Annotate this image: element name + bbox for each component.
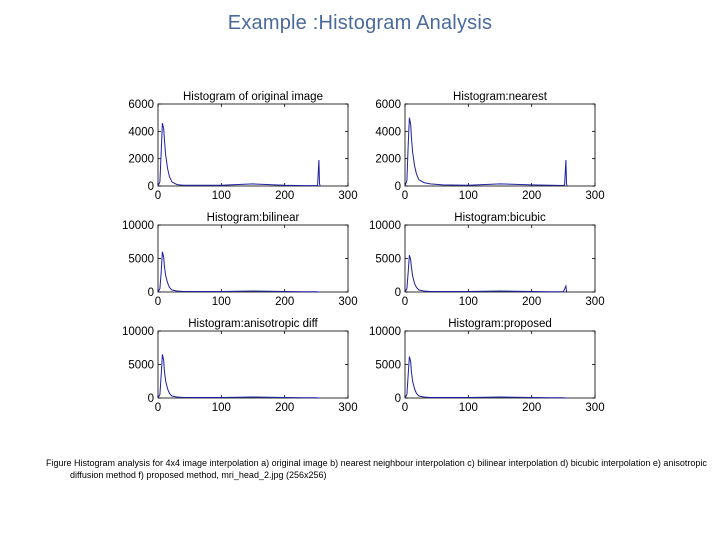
y-tick-label: 0: [394, 181, 401, 193]
plot-title: Histogram:nearest: [453, 91, 547, 103]
plot-frame: [405, 225, 595, 292]
y-tick-label: 4000: [128, 126, 154, 139]
x-tick-label: 100: [458, 296, 478, 308]
y-tick-label: 10000: [122, 220, 154, 232]
y-tick-label: 0: [147, 181, 154, 193]
y-tick-label: 5000: [375, 359, 401, 372]
y-tick-label: 10000: [122, 326, 154, 338]
x-tick-label: 200: [275, 296, 295, 308]
x-tick-label: 300: [338, 402, 358, 414]
x-tick-label: 0: [154, 190, 162, 202]
x-tick-label: 0: [154, 402, 162, 414]
y-tick-label: 5000: [128, 253, 154, 266]
x-tick-label: 0: [401, 296, 409, 308]
y-tick-label: 10000: [369, 326, 401, 338]
plot-title: Histogram of original image: [183, 91, 323, 103]
x-tick-label: 0: [401, 190, 409, 202]
x-tick-label: 200: [275, 190, 295, 202]
x-tick-label: 0: [401, 402, 409, 414]
x-tick-label: 100: [211, 296, 231, 308]
histogram-line: [158, 354, 320, 398]
figure-caption: Figure Histogram analysis for 4x4 image interpolation a) original image b) nearest neighbour interpolation c) bilinear interpolation d) bicubic interpolation e) anisotropic diffusion method f) proposed method, mri_head_2.jpg (256x256): [46, 458, 707, 480]
x-tick-label: 100: [458, 190, 478, 202]
y-tick-label: 2000: [375, 153, 401, 166]
y-tick-label: 10000: [369, 220, 401, 232]
histogram-line: [405, 357, 567, 399]
y-tick-label: 5000: [128, 359, 154, 372]
histogram-line: [158, 123, 320, 186]
x-tick-label: 300: [338, 296, 358, 308]
plot-title: Histogram:anisotropic diff: [188, 318, 318, 330]
y-tick-label: 5000: [375, 253, 401, 266]
plot-frame: [158, 225, 348, 292]
slide-title: Example :Histogram Analysis: [227, 12, 493, 34]
x-tick-label: 300: [585, 296, 605, 308]
histogram-line: [158, 252, 320, 292]
plot-frame: [158, 331, 348, 398]
histogram-line: [405, 255, 567, 292]
y-tick-label: 0: [147, 287, 154, 299]
x-tick-label: 0: [154, 296, 162, 308]
y-tick-label: 6000: [128, 99, 154, 111]
x-tick-label: 300: [338, 190, 358, 202]
x-tick-label: 200: [275, 402, 295, 414]
histogram-line: [405, 118, 567, 186]
y-tick-label: 0: [147, 393, 154, 405]
y-tick-label: 0: [394, 287, 401, 299]
x-tick-label: 200: [522, 402, 542, 414]
y-tick-label: 4000: [375, 126, 401, 139]
x-tick-label: 100: [211, 402, 231, 414]
x-tick-label: 300: [585, 190, 605, 202]
x-tick-label: 100: [211, 190, 231, 202]
plot-frame: [405, 331, 595, 398]
x-tick-label: 100: [458, 402, 478, 414]
y-tick-label: 0: [394, 393, 401, 405]
plot-title: Histogram:proposed: [448, 318, 552, 330]
x-tick-label: 200: [522, 296, 542, 308]
y-tick-label: 6000: [375, 99, 401, 111]
y-tick-label: 2000: [128, 153, 154, 166]
plot-title: Histogram:bicubic: [454, 212, 546, 224]
x-tick-label: 300: [585, 402, 605, 414]
x-tick-label: 200: [522, 190, 542, 202]
plot-title: Histogram:bilinear: [206, 212, 300, 224]
